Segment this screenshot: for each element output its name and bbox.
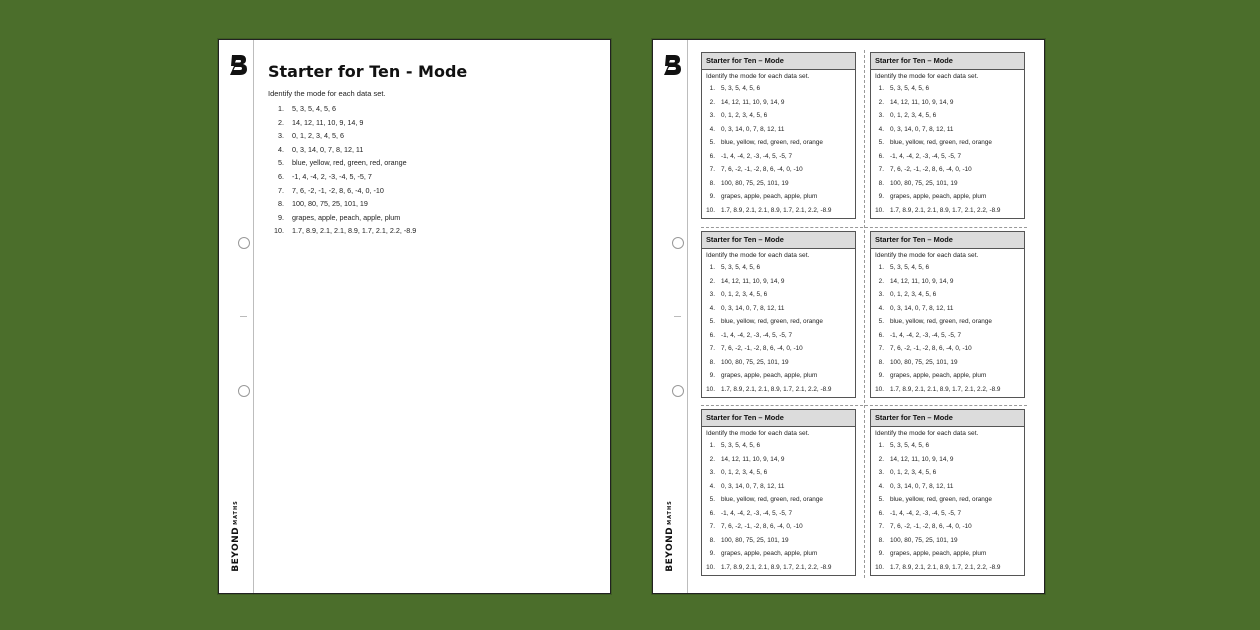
card-question-item — [702, 163, 855, 177]
card-question-item — [871, 329, 1024, 343]
question-text: -1, 4, -4, 2, -3, -4, 5, -5, 7 — [721, 331, 793, 339]
card-question-item — [702, 383, 855, 397]
card-question-item — [871, 204, 1024, 218]
card-title: Starter for Ten – Mode — [702, 410, 855, 427]
question-text: 100, 80, 75, 25, 101, 19 — [721, 358, 789, 366]
question-text: 14, 12, 11, 10, 9, 14, 9 — [890, 98, 954, 106]
punch-hole — [238, 385, 250, 397]
card-question-item — [702, 261, 855, 275]
beyond-logo-icon — [662, 53, 682, 77]
card-title: Starter for Ten – Mode — [871, 53, 1024, 70]
question-number: 1. — [709, 442, 715, 449]
question-text: blue, yellow, red, green, red, orange — [890, 139, 992, 146]
question-text: grapes, apple, peach, apple, plum — [721, 550, 818, 557]
question-number: 1. — [709, 264, 715, 271]
question-text: 14, 12, 11, 10, 9, 14, 9 — [890, 277, 954, 285]
card-question-item — [871, 439, 1024, 453]
question-text: blue, yellow, red, green, red, orange — [292, 158, 407, 168]
question-text: 0, 1, 2, 3, 4, 5, 6 — [292, 131, 344, 141]
worksheet-page-cards — [652, 39, 1045, 594]
question-item — [268, 211, 598, 225]
fold-mark — [240, 316, 247, 317]
punch-hole — [672, 237, 684, 249]
question-number: 3. — [878, 112, 884, 119]
question-text: 14, 12, 11, 10, 9, 14, 9 — [890, 455, 954, 463]
question-text: 5, 3, 5, 4, 5, 6 — [721, 442, 761, 449]
question-text: 14, 12, 11, 10, 9, 14, 9 — [721, 98, 785, 106]
question-number: 6. — [709, 509, 715, 517]
question-number: 5. — [278, 158, 284, 168]
question-text: 7, 6, -2, -1, -2, 8, 6, -4, 0, -10 — [721, 523, 803, 530]
question-number: 8. — [709, 358, 715, 366]
card-question-item — [702, 547, 855, 561]
question-item — [268, 170, 598, 184]
card-question-item — [871, 123, 1024, 137]
question-number: 10. — [706, 385, 715, 393]
question-text: 100, 80, 75, 25, 101, 19 — [890, 536, 958, 544]
question-text: 5, 3, 5, 4, 5, 6 — [721, 85, 761, 92]
card-question-item — [871, 507, 1024, 521]
punch-hole — [672, 385, 684, 397]
card-instruction: Identify the mode for each data set. — [706, 73, 810, 80]
question-text: 1.7, 8.9, 2.1, 2.1, 8.9, 1.7, 2.1, 2.2, -8.9 — [721, 563, 832, 571]
card-question-item — [702, 190, 855, 204]
question-text: blue, yellow, red, green, red, orange — [721, 318, 823, 325]
question-text: grapes, apple, peach, apple, plum — [721, 372, 818, 379]
fold-mark — [674, 316, 681, 317]
question-text: 14, 12, 11, 10, 9, 14, 9 — [292, 117, 364, 127]
question-number: 9. — [278, 212, 284, 222]
question-number: 7. — [709, 345, 715, 352]
instruction: Identify the mode for each data set. — [268, 89, 386, 98]
card-question-item — [871, 150, 1024, 164]
question-number: 5. — [878, 139, 884, 146]
question-text: 5, 3, 5, 4, 5, 6 — [890, 264, 930, 271]
card-question-item — [871, 520, 1024, 534]
card-question-item — [871, 261, 1024, 275]
question-item — [268, 116, 598, 130]
question-text: 0, 3, 14, 0, 7, 8, 12, 11 — [721, 125, 785, 133]
question-text: 0, 3, 14, 0, 7, 8, 12, 11 — [292, 144, 364, 154]
question-item — [268, 224, 598, 238]
question-text: 0, 1, 2, 3, 4, 5, 6 — [721, 469, 768, 476]
question-number: 7. — [709, 166, 715, 173]
card-question-item — [871, 190, 1024, 204]
question-text: 7, 6, -2, -1, -2, 8, 6, -4, 0, -10 — [890, 166, 972, 173]
card-question-item — [702, 493, 855, 507]
question-number: 8. — [878, 358, 884, 366]
question-number: 4. — [709, 304, 715, 312]
starter-card — [870, 231, 1025, 398]
card-question-item — [702, 561, 855, 575]
question-number: 3. — [278, 131, 284, 141]
question-text: grapes, apple, peach, apple, plum — [292, 212, 401, 222]
question-text: 0, 1, 2, 3, 4, 5, 6 — [890, 291, 937, 298]
question-number: 1. — [878, 85, 884, 92]
card-title: Starter for Ten – Mode — [871, 410, 1024, 427]
cut-line-horizontal — [701, 405, 1027, 406]
brand-label: BEYONDMATHS — [231, 500, 241, 572]
card-instruction: Identify the mode for each data set. — [875, 252, 979, 259]
question-number: 2. — [278, 117, 284, 127]
card-question-item — [702, 342, 855, 356]
question-number: 4. — [709, 482, 715, 490]
question-text: 14, 12, 11, 10, 9, 14, 9 — [721, 277, 785, 285]
card-instruction: Identify the mode for each data set. — [706, 430, 810, 437]
starter-card — [870, 52, 1025, 219]
card-question-item — [702, 275, 855, 289]
question-number: 8. — [709, 536, 715, 544]
question-text: 5, 3, 5, 4, 5, 6 — [890, 442, 930, 449]
brand-label: BEYONDMATHS — [665, 500, 675, 572]
card-question-item — [871, 383, 1024, 397]
question-number: 10. — [706, 206, 715, 214]
question-number: 6. — [709, 152, 715, 160]
card-question-item — [871, 96, 1024, 110]
card-question-item — [871, 547, 1024, 561]
question-text: grapes, apple, peach, apple, plum — [890, 372, 987, 379]
question-text: 0, 1, 2, 3, 4, 5, 6 — [721, 291, 768, 298]
card-question-item — [702, 520, 855, 534]
question-text: -1, 4, -4, 2, -3, -4, 5, -5, 7 — [292, 171, 372, 181]
card-question-list — [702, 82, 855, 217]
card-question-item — [702, 123, 855, 137]
question-text: -1, 4, -4, 2, -3, -4, 5, -5, 7 — [721, 509, 793, 517]
card-question-item — [702, 136, 855, 150]
question-number: 9. — [709, 372, 715, 379]
card-question-item — [871, 356, 1024, 370]
question-item — [268, 102, 598, 116]
card-question-item — [871, 534, 1024, 548]
question-text: 100, 80, 75, 25, 101, 19 — [890, 358, 958, 366]
question-number: 7. — [878, 345, 884, 352]
question-item — [268, 197, 598, 211]
card-question-item — [702, 109, 855, 123]
question-number: 2. — [709, 455, 715, 463]
card-question-item — [871, 275, 1024, 289]
question-number: 2. — [878, 98, 884, 106]
question-number: 8. — [278, 199, 284, 209]
card-question-item — [871, 315, 1024, 329]
question-number: 10. — [875, 206, 884, 214]
question-number: 7. — [278, 185, 284, 195]
card-question-item — [871, 342, 1024, 356]
question-item — [268, 156, 598, 170]
question-number: 9. — [709, 193, 715, 200]
card-question-item — [702, 150, 855, 164]
question-text: 1.7, 8.9, 2.1, 2.1, 8.9, 1.7, 2.1, 2.2, -8.9 — [890, 563, 1001, 571]
card-question-item — [702, 204, 855, 218]
question-text: 100, 80, 75, 25, 101, 19 — [292, 199, 368, 209]
card-question-item — [871, 453, 1024, 467]
question-number: 5. — [709, 496, 715, 503]
card-question-item — [702, 96, 855, 110]
question-text: 100, 80, 75, 25, 101, 19 — [721, 536, 789, 544]
question-item — [268, 143, 598, 157]
card-question-item — [702, 177, 855, 191]
question-text: 0, 3, 14, 0, 7, 8, 12, 11 — [890, 125, 954, 133]
card-question-item — [702, 507, 855, 521]
question-number: 7. — [878, 166, 884, 173]
question-number: 10. — [875, 563, 884, 571]
card-question-list — [702, 261, 855, 396]
question-text: -1, 4, -4, 2, -3, -4, 5, -5, 7 — [890, 152, 962, 160]
question-text: 1.7, 8.9, 2.1, 2.1, 8.9, 1.7, 2.1, 2.2, -8.9 — [890, 206, 1001, 214]
question-text: 0, 1, 2, 3, 4, 5, 6 — [890, 469, 937, 476]
card-question-item — [871, 82, 1024, 96]
question-text: 100, 80, 75, 25, 101, 19 — [721, 179, 789, 187]
card-question-list — [871, 439, 1024, 574]
question-number: 3. — [878, 291, 884, 298]
question-text: 0, 1, 2, 3, 4, 5, 6 — [721, 112, 768, 119]
question-text: -1, 4, -4, 2, -3, -4, 5, -5, 7 — [721, 152, 793, 160]
card-question-item — [702, 439, 855, 453]
card-question-item — [871, 109, 1024, 123]
card-question-item — [871, 369, 1024, 383]
card-question-item — [871, 136, 1024, 150]
card-title: Starter for Ten – Mode — [702, 232, 855, 249]
question-text: 1.7, 8.9, 2.1, 2.1, 8.9, 1.7, 2.1, 2.2, -8.9 — [721, 206, 832, 214]
question-number: 3. — [709, 112, 715, 119]
question-number: 6. — [278, 171, 284, 181]
question-text: -1, 4, -4, 2, -3, -4, 5, -5, 7 — [890, 331, 962, 339]
cut-line-horizontal — [701, 227, 1027, 228]
question-number: 1. — [878, 442, 884, 449]
question-number: 3. — [709, 469, 715, 476]
question-number: 1. — [878, 264, 884, 271]
worksheet-content — [268, 62, 598, 238]
question-text: blue, yellow, red, green, red, orange — [721, 139, 823, 146]
question-text: blue, yellow, red, green, red, orange — [890, 318, 992, 325]
card-question-item — [871, 302, 1024, 316]
starter-card — [701, 409, 856, 576]
question-text: 5, 3, 5, 4, 5, 6 — [721, 264, 761, 271]
card-question-item — [702, 329, 855, 343]
card-question-item — [702, 480, 855, 494]
question-item — [268, 184, 598, 198]
question-list — [268, 102, 598, 238]
card-instruction: Identify the mode for each data set. — [706, 252, 810, 259]
question-number: 1. — [709, 85, 715, 92]
question-number: 2. — [878, 455, 884, 463]
question-text: grapes, apple, peach, apple, plum — [890, 193, 987, 200]
question-number: 6. — [878, 152, 884, 160]
card-question-item — [702, 302, 855, 316]
cut-line-vertical — [864, 50, 865, 578]
margin-line — [253, 40, 254, 593]
card-question-item — [871, 480, 1024, 494]
question-number: 2. — [709, 98, 715, 106]
question-number: 4. — [878, 125, 884, 133]
question-number: 7. — [709, 523, 715, 530]
question-text: 0, 3, 14, 0, 7, 8, 12, 11 — [721, 482, 785, 490]
question-text: 7, 6, -2, -1, -2, 8, 6, -4, 0, -10 — [890, 345, 972, 352]
question-number: 8. — [709, 179, 715, 187]
card-question-item — [702, 288, 855, 302]
question-item — [268, 129, 598, 143]
card-question-list — [702, 439, 855, 574]
question-text: 100, 80, 75, 25, 101, 19 — [890, 179, 958, 187]
card-question-item — [702, 356, 855, 370]
question-number: 6. — [878, 331, 884, 339]
question-text: 7, 6, -2, -1, -2, 8, 6, -4, 0, -10 — [721, 166, 803, 173]
question-text: 0, 3, 14, 0, 7, 8, 12, 11 — [890, 482, 954, 490]
question-number: 4. — [878, 304, 884, 312]
margin-line — [687, 40, 688, 593]
question-text: blue, yellow, red, green, red, orange — [890, 496, 992, 503]
card-question-item — [702, 466, 855, 480]
question-number: 3. — [878, 469, 884, 476]
question-number: 5. — [709, 139, 715, 146]
card-question-list — [871, 82, 1024, 217]
card-instruction: Identify the mode for each data set. — [875, 73, 979, 80]
question-number: 10. — [274, 226, 284, 236]
question-number: 9. — [878, 193, 884, 200]
question-text: 1.7, 8.9, 2.1, 2.1, 8.9, 1.7, 2.1, 2.2, -8.9 — [721, 385, 832, 393]
card-question-item — [702, 82, 855, 96]
question-number: 4. — [709, 125, 715, 133]
question-number: 6. — [709, 331, 715, 339]
question-number: 9. — [878, 372, 884, 379]
question-number: 4. — [278, 144, 284, 154]
card-question-item — [702, 453, 855, 467]
question-text: 7, 6, -2, -1, -2, 8, 6, -4, 0, -10 — [292, 185, 384, 195]
question-number: 3. — [709, 291, 715, 298]
question-number: 2. — [878, 277, 884, 285]
question-number: 2. — [709, 277, 715, 285]
card-question-item — [871, 561, 1024, 575]
question-number: 8. — [878, 536, 884, 544]
question-text: 0, 1, 2, 3, 4, 5, 6 — [890, 112, 937, 119]
card-question-item — [702, 369, 855, 383]
card-question-item — [702, 315, 855, 329]
question-text: 14, 12, 11, 10, 9, 14, 9 — [721, 455, 785, 463]
card-instruction: Identify the mode for each data set. — [875, 430, 979, 437]
card-question-item — [871, 466, 1024, 480]
question-number: 5. — [878, 496, 884, 503]
question-number: 9. — [878, 550, 884, 557]
question-text: blue, yellow, red, green, red, orange — [721, 496, 823, 503]
question-text: 1.7, 8.9, 2.1, 2.1, 8.9, 1.7, 2.1, 2.2, -8.9 — [292, 226, 417, 236]
question-number: 5. — [709, 318, 715, 325]
question-number: 9. — [709, 550, 715, 557]
card-title: Starter for Ten – Mode — [702, 53, 855, 70]
card-question-list — [871, 261, 1024, 396]
page-title: Starter for Ten - Mode — [268, 62, 468, 81]
question-number: 4. — [878, 482, 884, 490]
question-number: 6. — [878, 509, 884, 517]
card-title: Starter for Ten – Mode — [871, 232, 1024, 249]
question-text: grapes, apple, peach, apple, plum — [890, 550, 987, 557]
question-number: 10. — [875, 385, 884, 393]
question-text: 5, 3, 5, 4, 5, 6 — [890, 85, 930, 92]
question-number: 1. — [278, 104, 284, 113]
card-question-item — [871, 288, 1024, 302]
question-text: 5, 3, 5, 4, 5, 6 — [292, 104, 336, 113]
card-question-item — [871, 163, 1024, 177]
question-text: 7, 6, -2, -1, -2, 8, 6, -4, 0, -10 — [721, 345, 803, 352]
question-text: -1, 4, -4, 2, -3, -4, 5, -5, 7 — [890, 509, 962, 517]
question-number: 10. — [706, 563, 715, 571]
starter-card — [701, 52, 856, 219]
question-text: 0, 3, 14, 0, 7, 8, 12, 11 — [721, 304, 785, 312]
starter-card — [870, 409, 1025, 576]
question-text: 1.7, 8.9, 2.1, 2.1, 8.9, 1.7, 2.1, 2.2, -8.9 — [890, 385, 1001, 393]
question-number: 5. — [878, 318, 884, 325]
question-text: 0, 3, 14, 0, 7, 8, 12, 11 — [890, 304, 954, 312]
starter-card — [701, 231, 856, 398]
beyond-logo-icon — [228, 53, 248, 77]
question-number: 7. — [878, 523, 884, 530]
card-question-item — [871, 177, 1024, 191]
question-text: grapes, apple, peach, apple, plum — [721, 193, 818, 200]
card-question-item — [871, 493, 1024, 507]
question-number: 8. — [878, 179, 884, 187]
punch-hole — [238, 237, 250, 249]
card-question-item — [702, 534, 855, 548]
question-text: 7, 6, -2, -1, -2, 8, 6, -4, 0, -10 — [890, 523, 972, 530]
worksheet-page-full — [218, 39, 611, 594]
